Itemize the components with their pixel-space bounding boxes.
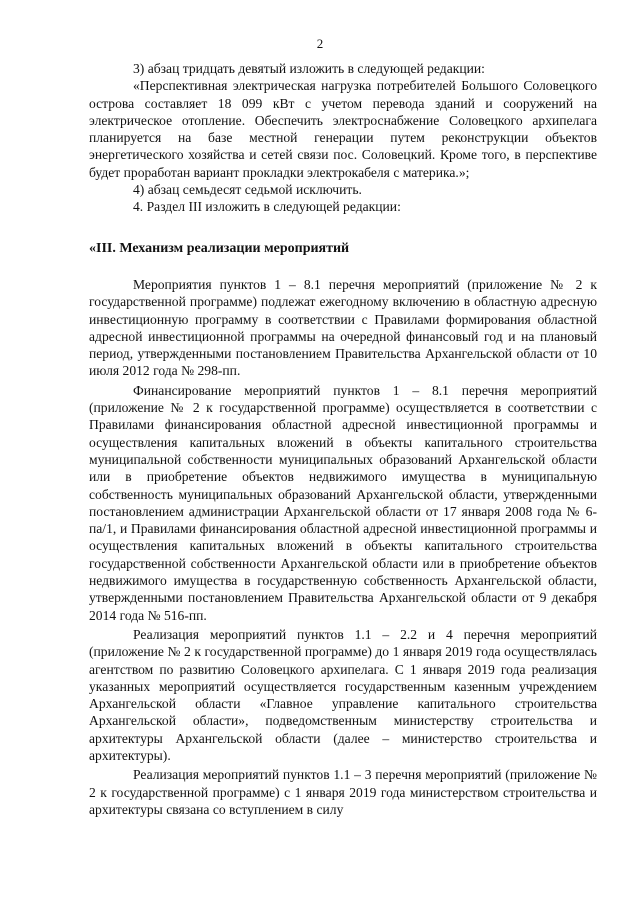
paragraph: 4) абзац семьдесят седьмой исключить. — [133, 182, 362, 198]
paragraph: Реализация мероприятий пунктов 1.1 – 3 перечня мероприятий (приложение № 2 к государственной программе) с 1 января 2019 года министерством строительства и архитектуры связана со вступлением в силу — [89, 767, 597, 817]
paragraph: Финансирование мероприятий пунктов 1 – 8.1 перечня мероприятий (приложение № 2 к государственной программе) осуществляется в соответствии с Правилами финансирования областной адресной инвестиционной программы и осуществления капитальных вложений в объекты капитального строительства муниципальной собственности муниципальных образований Архангельской области или в приобретение объектов недвижимого имущества в муниципальную собственность муниципальных образований Архангельской области, утвержденными постановлением администрации Архангельской области от 17 января 2008 года № 6-па/1, и Правилами финансирования областной адресной инвестиционной программы и осуществления капитальных вложений в объекты капитального строительства государственной собственности Архангельской области или в приобретение объектов недвижимого имущества в государственную собственность Архангельской области, утвержденными постановлением Правительства Архангельской области от 9 декабря 2014 года № 516-пп. — [89, 382, 597, 623]
paragraph: 3) абзац тридцать девятый изложить в следующей редакции: — [133, 61, 485, 76]
section-heading: «III. Механизм реализации мероприятий — [89, 240, 350, 256]
paragraph: 4. Раздел III изложить в следующей редакции: — [133, 199, 401, 215]
page-number: 2 — [316, 36, 324, 51]
paragraph: «Перспективная электрическая нагрузка потребителей Большого Соловецкого острова составляет 18 099 кВт с учетом перевода зданий и сооружений на электрическое отопление. Обеспечить электроснабжение Соловецкого архипелага планируется на базе местной генерации путем реконструкции объектов энергетического хозяйства и сетей связи пос. Соловецкий. Кроме того, в перспективе будет проработан вариант прокладки электрокабеля с материка.»; — [89, 78, 597, 180]
document-body — [89, 60, 597, 818]
paragraph: Реализация мероприятий пунктов 1.1 – 2.2 и 4 перечня мероприятий (приложение № 2 к государственной программе) до 1 января 2019 года осуществлялась агентством по развитию Соловецкого архипелага. С 1 января 2019 года реализация указанных мероприятий осуществляется государственным казенным учреждением Архангельской области «Главное управление капитального строительства Архангельской области», подведомственным министерству строительства и архитектуры Архангельской области (далее – министерство строительства и архитектуры). — [89, 626, 597, 763]
paragraph: Мероприятия пунктов 1 – 8.1 перечня мероприятий (приложение № 2 к государственной программе) подлежат ежегодному включению в областную адресную инвестиционную программу в соответствии с Правилами формирования областной адресной инвестиционной программы на очередной финансовый год и на плановый период, утвержденными постановлением Правительства Архангельской области от 10 июля 2012 года № 298-пп. — [89, 276, 597, 379]
